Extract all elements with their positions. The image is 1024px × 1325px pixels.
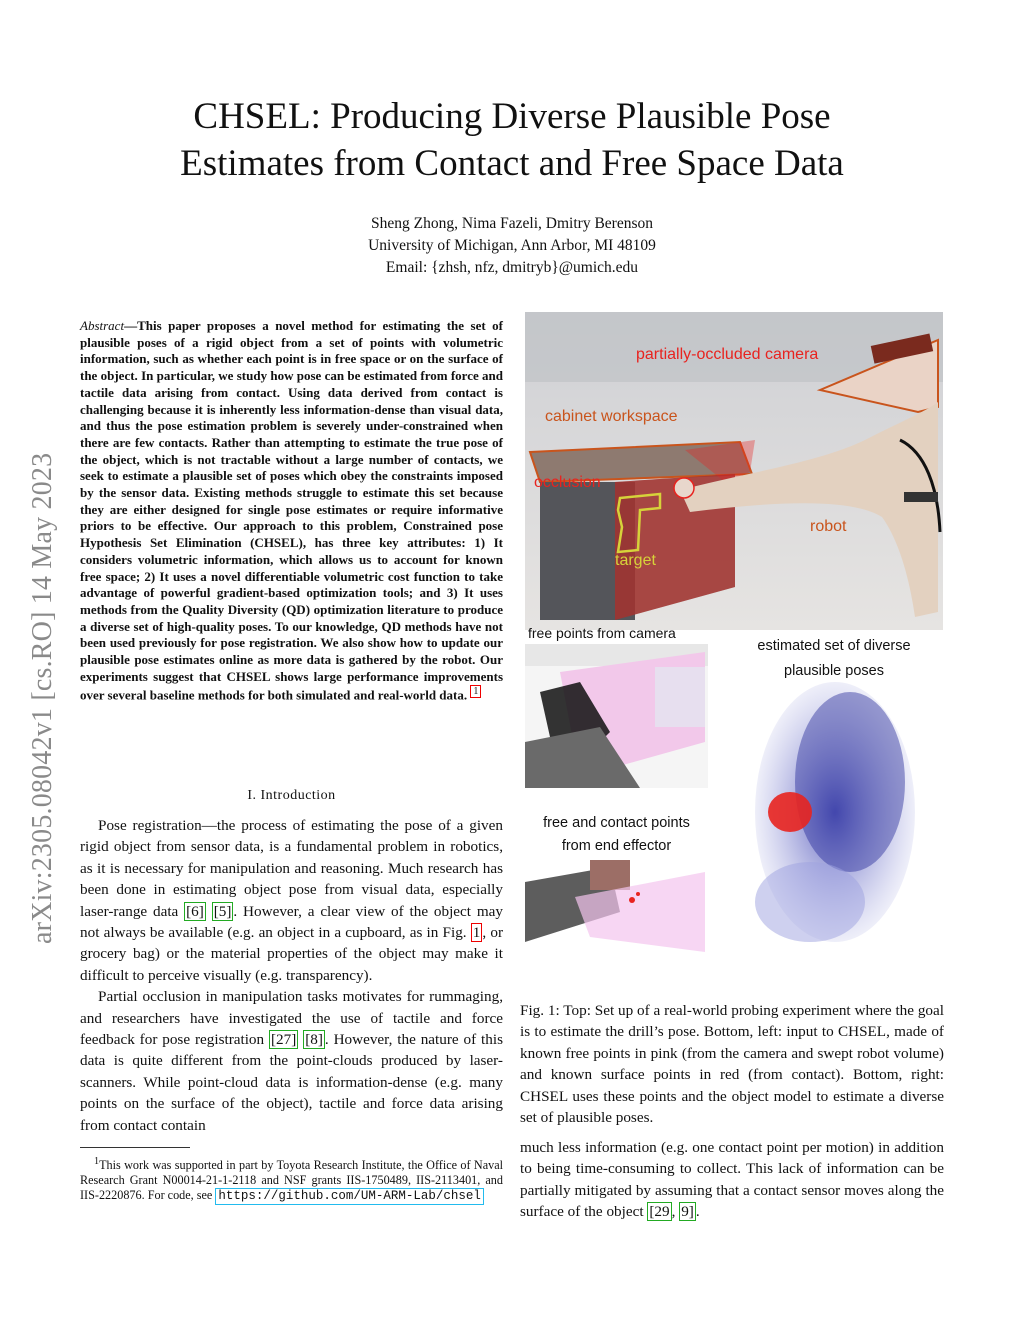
- robot-end-effector: [674, 478, 694, 498]
- figure-1: [520, 312, 944, 987]
- label-robot: robot: [810, 518, 847, 535]
- free-points-light: [655, 667, 705, 727]
- contact-point-2: [636, 892, 640, 896]
- estimated-contact-points: [768, 792, 812, 832]
- paper-title: [100, 93, 924, 187]
- intro-p2-text-a: Partial occlusion in manipulation tasks motivates for rummaging, and researchers have investigated the use of tactile and force feedback for pose registration: [80, 988, 503, 1049]
- robot-band: [904, 492, 938, 502]
- intro-p1-text-b: . However, a clear view of the object may not always be available (e.g. an object in a cupboard, as in Fig.: [80, 902, 503, 942]
- title-line-2: Estimates from Contact and Free Space Data: [180, 143, 844, 184]
- title-line-1: CHSEL: Producing Diverse Plausible Pose: [193, 96, 831, 137]
- code-url-link[interactable]: https://github.com/UM-ARM-Lab/chsel: [215, 1188, 484, 1205]
- intro-paragraph-1: [80, 815, 503, 986]
- affiliation: University of Michigan, Ann Arbor, MI 48109: [368, 237, 656, 254]
- intro-paragraph-3: much less information (e.g. one contact point per motion) in addition to being time-consuming to collect. This lack of information can be partially mitigated by assuming that a contact sensor moves along the surface of the object [29 , 9] .: [520, 1139, 944, 1221]
- label-estimated-set-line2: plausible poses: [784, 663, 884, 679]
- label-partially-occluded-camera: partially-occluded camera: [636, 346, 819, 363]
- figure-1-caption: Fig. 1: Top: Set up of a real-world probing experiment where the goal is to estimate the drill’s pose. Bottom, left: input to CHSEL, made of known free points in pink (from the camera and swept robot volume) and known surface points in red (from contact). Bottom, right: CHSEL uses these points and the object model to estimate a diverse set of plausible poses.: [520, 1002, 944, 1127]
- intro-left-column: [80, 815, 503, 1136]
- citation-link-9[interactable]: 9]: [681, 1203, 694, 1221]
- citation-link-5[interactable]: [5]: [213, 902, 232, 920]
- contact-point-1: [629, 897, 635, 903]
- label-contact-points-line2: from end effector: [561, 838, 672, 854]
- abstract: [80, 318, 503, 705]
- estimated-poses-handle: [755, 862, 865, 942]
- footnote: [80, 1154, 503, 1205]
- footnote-text: This work was supported in part by Toyota Research Institute, the Office of Naval Research Grant N00014-21-1-2118 and NSF grants IIS-1750489, IIS-2113401, and IIS-2220876. For code, see: [80, 1158, 503, 1203]
- intro-paragraph-2: [80, 986, 503, 1136]
- section-heading-introduction: I. Introduction: [247, 788, 336, 803]
- abstract-text: —This paper proposes a novel method for estimating the set of plausible poses of a rigid object from a set of points with volumetric information, such as whether each point is in free space or on the surface of the object. In particular, we study how pose can be estimated from force and tactile data arising from contact. Using data derived from contact is challenging because it is inherently less information-dense than visual data, and thus the pose estimation problem is severely under-constrained when there are few contacts. Rather than attempting to estimate the true pose of the object, which is not tractable without a large number of contacts, we seek to estimate a plausible set of poses which obey the constraints imposed by the sensor data. Existing methods struggle to estimate this set because they are either designed for single pose estimates or require informative priors to be effective. Our approach to this problem, Constrained pose Hypothesis Set Elimination (CHSEL), has three key attributes: 1) It considers volumetric information, which allows us to account for known free space; 2) It uses a novel differentiable volumetric cost function to take advantage of powerful gradient-based optimization tools; and 3) It uses methods from the Quality Diversity (QD) optimization literature to produce a diverse set of high-quality poses. To our knowledge, QD methods have not been used previously for pose registration. We also show how to update our plausible pose estimates online as more data is gathered by the robot. Our experiments suggest that CHSEL shows large performance improvements over several baseline methods for both simulated and real-world data.: [80, 318, 503, 703]
- footnote-ref-link[interactable]: 1: [470, 685, 481, 698]
- intro-p3-text-b: .: [695, 1203, 700, 1221]
- label-free-points-from-camera: free points from camera: [528, 625, 676, 641]
- footnote-rule: [80, 1147, 190, 1148]
- label-estimated-set-line1: estimated set of diverse: [757, 638, 911, 654]
- intro-p3-text-a: much less information (e.g. one contact point per motion) in addition to being time-consuming to collect. This lack of information can be partially mitigated by assuming that a contact sensor moves along the surface of the object: [520, 1139, 944, 1221]
- citation-link-29[interactable]: [29: [649, 1203, 670, 1221]
- arxiv-stamp: arXiv:2305.08042v1 [cs.RO] 14 May 2023: [27, 452, 58, 944]
- figure-ref-link[interactable]: 1: [472, 924, 481, 942]
- footnote-mark: 1: [94, 1156, 100, 1167]
- citation-link-27[interactable]: [27]: [271, 1031, 297, 1049]
- email: Email: {zhsh, nfz, dmitryb}@umich.edu: [385, 259, 639, 276]
- label-cabinet-workspace: cabinet workspace: [545, 408, 678, 425]
- citation-link-6[interactable]: [6]: [186, 902, 204, 920]
- label-occlusion: occlusion: [534, 474, 601, 491]
- intro-p2-text-b: . However, the nature of this data is quite different from the point-clouds produced by laser-scanners. While point-cloud data is information-dense (e.g. many points on the surface of the object), tactile and force data arising from contact contain: [80, 1031, 503, 1134]
- intro-p1-text-c: , or grocery bag) or the material properties of the object may make it difficult to perceive visually (e.g. transparency).: [80, 924, 503, 984]
- contact-gripper: [590, 860, 630, 890]
- estimated-poses-core: [795, 692, 905, 872]
- authors: Sheng Zhong, Nima Fazeli, Dmitry Berenson: [371, 215, 653, 232]
- label-target: target: [615, 552, 656, 569]
- citation-link-8[interactable]: [8]: [305, 1031, 323, 1049]
- intro-p1-text-a: Pose registration—the process of estimating the pose of a given rigid object from sensor data, is a fundamental problem in robotics, as it is necessary for manipulation and reasoning. Much research has been done in estimating object pose from visual data, especially laser-range data: [80, 817, 503, 920]
- label-contact-points-line1: free and contact points: [543, 815, 690, 831]
- abstract-lead: Abstract: [80, 318, 125, 333]
